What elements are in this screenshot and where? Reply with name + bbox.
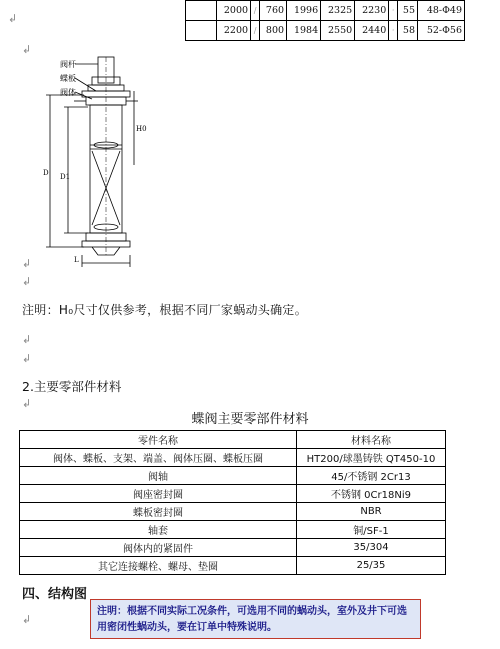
- paragraph-mark: ↲: [22, 43, 32, 56]
- table-row: [20, 485, 446, 503]
- table-cell: 760: [260, 1, 287, 21]
- dimension-label-l: L: [74, 256, 79, 264]
- table-cell: 2440: [355, 21, 389, 41]
- table-cell: [186, 1, 217, 21]
- table-caption: 蝶阀主要零部件材料: [191, 412, 309, 427]
- paragraph-mark: ↲: [22, 613, 32, 626]
- table-row: [186, 21, 465, 41]
- part-name-cell: 其它连接螺栓、螺母、垫圈: [20, 557, 297, 575]
- table-row: [20, 503, 446, 521]
- paragraph-mark: ↲: [22, 397, 32, 410]
- table-row: [186, 1, 465, 21]
- drawing-label-body: 阀体: [60, 88, 76, 97]
- part-name-cell: 阀座密封圈: [20, 485, 297, 503]
- dimension-label-d1: D1: [60, 173, 71, 181]
- section-title: 2.主要零部件材料: [22, 379, 122, 394]
- table-cell: 800: [260, 21, 287, 41]
- table-row: [20, 557, 446, 575]
- part-name-cell: 阀轴: [20, 467, 297, 485]
- drawing-label-stem: 阀杆: [60, 60, 76, 69]
- table-cell: 52-Φ56: [418, 21, 465, 41]
- material-cell: 铜/SF-1: [297, 521, 446, 539]
- material-cell: NBR: [297, 503, 446, 521]
- column-header: 零件名称: [20, 431, 297, 449]
- paragraph-mark: ↲: [22, 275, 32, 288]
- table-cell: 58: [398, 21, 418, 41]
- table-cell: 2000: [217, 1, 251, 21]
- part-name-cell: 阀体、蝶板、支架、端盖、阀体压圈、蝶板压圈: [20, 449, 297, 467]
- table-cell: 2230: [355, 1, 389, 21]
- material-cell: 45/不锈钢 2Cr13: [297, 467, 446, 485]
- table-cell: 1984: [287, 21, 321, 41]
- table-cell: 55: [398, 1, 418, 21]
- material-cell: 35/304: [297, 539, 446, 557]
- column-header: 材料名称: [297, 431, 446, 449]
- material-cell: 不锈钢 0Cr18Ni9: [297, 485, 446, 503]
- material-cell: HT200/球墨铸铁 QT450-10: [297, 449, 446, 467]
- table-cell: 48-Φ49: [418, 1, 465, 21]
- part-name-cell: 蝶板密封圈: [20, 503, 297, 521]
- note-text: 注明：H₀尺寸仅供参考，根据不同厂家蜗动头确定。: [22, 303, 308, 317]
- paragraph-mark: ↲: [22, 352, 32, 365]
- structure-heading: 四、结构图: [22, 587, 88, 602]
- part-name-cell: 阀体内的紧固件: [20, 539, 297, 557]
- valve-drawing: [30, 55, 150, 270]
- callout-note: 注明：根据不同实际工况条件，可选用不同的蜗动头，室外及井下可选用密闭性蜗动头，要在订单中特殊说明。: [90, 599, 421, 639]
- table-row: [20, 449, 446, 467]
- table-row: [20, 539, 446, 557]
- table-cell: 2550: [321, 21, 355, 41]
- table-cell: ·: [389, 21, 398, 41]
- table-row: [20, 521, 446, 539]
- table-cell: /: [251, 21, 260, 41]
- table-cell: 1996: [287, 1, 321, 21]
- dimension-table: [185, 0, 465, 41]
- table-header-row: [20, 431, 446, 449]
- dimension-label-d: D: [43, 169, 49, 177]
- dimension-label-h0: H0: [136, 125, 147, 133]
- paragraph-mark: ↲: [22, 257, 32, 270]
- material-cell: 25/35: [297, 557, 446, 575]
- paragraph-mark: ↲: [22, 333, 32, 346]
- parts-material-table: [19, 430, 446, 575]
- table-cell: /: [251, 1, 260, 21]
- table-cell: 2325: [321, 1, 355, 21]
- table-cell: ·: [389, 1, 398, 21]
- table-cell: 2200: [217, 21, 251, 41]
- margin-mark: ↲: [8, 12, 18, 25]
- table-cell: [186, 21, 217, 41]
- part-name-cell: 轴套: [20, 521, 297, 539]
- drawing-label-disc: 蝶板: [60, 74, 76, 83]
- table-row: [20, 467, 446, 485]
